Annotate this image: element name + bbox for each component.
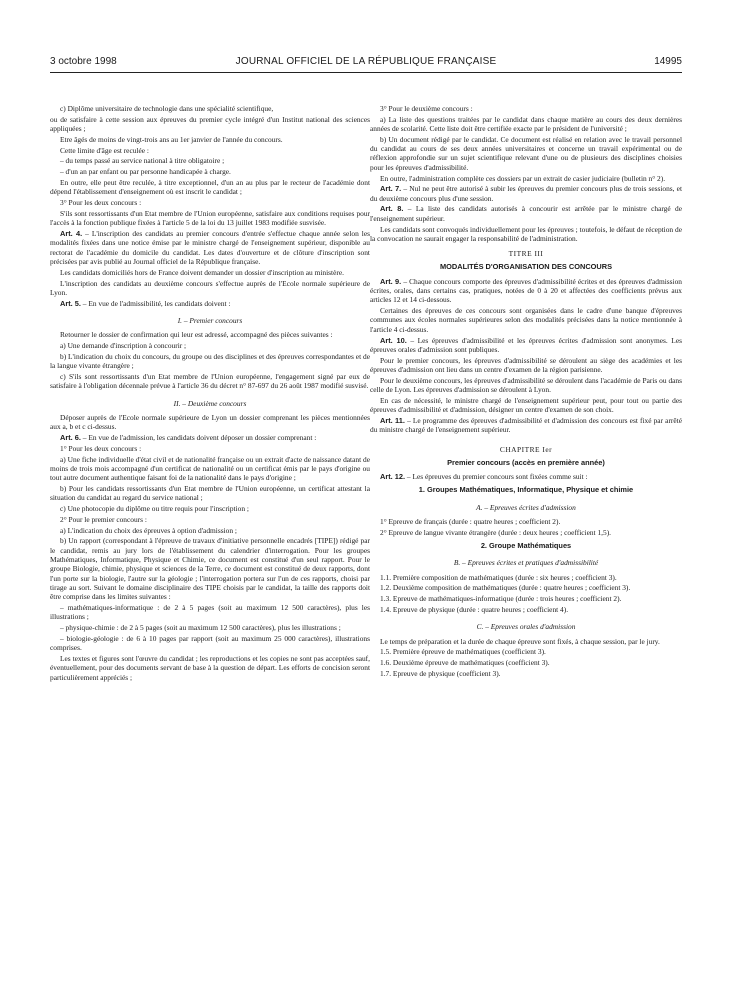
paragraph: – d'un an par enfant ou par personne handicapée à charge. (60, 167, 231, 177)
subsection-heading: A. – Epreuves écrites d'admission (476, 502, 576, 512)
paragraph: Les candidats sont convoqués individuellement pour les épreuves ; toutefois, le défaut de réception de la convocation ne saurait engager la responsabilité de l'administration. (370, 224, 682, 243)
article-7 (370, 184, 682, 203)
paragraph: c) S'ils sont ressortissants d'un Etat membre de l'Union européenne, l'engagement signé par eux de satisfaire à l'obligation décennale prévue à l'article 36 du décret n° 87-697 du 26 août 1987 modifié susvisé. (50, 371, 370, 391)
paragraph: a) L'indication du choix des épreuves à option d'admission ; (60, 525, 237, 535)
article-text: – Chaque concours comporte des épreuves d'admissibilité écrites et des épreuves d'admission écrites, orales, dans certains cas, pratiques, notées de 0 à 20 et affectées des coefficients prévus aux articles 12 et 14 ci-dessous. (370, 276, 683, 305)
right-column (370, 104, 682, 680)
article-text: – Les épreuves d'admissibilité et les épreuves écrites d'admission sont anonymes. Les épreuves orales d'admission sont publiques. (370, 335, 682, 354)
article-label: Art. 7. (380, 184, 402, 194)
paragraph: b) Pour les candidats ressortissants d'un Etat membre de l'Union européenne, un certificat attestant la situation du candidat au regard du service national ; (50, 483, 370, 503)
paragraph: 3° Pour le deuxième concours : (380, 104, 473, 113)
list-item: 1.5. Première épreuve de mathématiques (coefficient 3). (380, 647, 546, 657)
list-item: 1.1. Première composition de mathématiques (durée : six heures ; coefficient 3). (380, 572, 617, 582)
left-column (50, 104, 370, 683)
article-text: – La liste des candidats autorisés à concourir est arrêtée par le ministre chargé de l'enseignement supérieur. (370, 204, 682, 223)
subsection-heading: B. – Epreuves écrites et pratiques d'admissibilité (453, 558, 599, 568)
article-4 (50, 229, 370, 266)
list-item: 1.3. Epreuve de mathématiques-informatique (durée : trois heures ; coefficient 2). (380, 594, 622, 604)
article-11 (370, 416, 682, 435)
article-8 (370, 204, 682, 223)
article-label: Art. 11. (380, 415, 405, 425)
paragraph: Les textes et figures sont l'œuvre du candidat ; les reproductions et les copies ne sont pas acceptées sauf, éventuellement, pour des documents servant de base à la question de départ. Les efforts de concision seront particulièrement appréciés ; (50, 653, 370, 682)
page-header (50, 56, 682, 70)
paragraph: Le temps de préparation et la durée de chaque épreuve sont fixés, à chaque session, par le jury. (380, 636, 660, 646)
paragraph: 2° Pour le premier concours : (60, 514, 147, 524)
header-rule (50, 72, 682, 73)
group-heading: 2. Groupe Mathématiques (480, 541, 572, 551)
paragraph: Pour le premier concours, les épreuves d'admissibilité se déroulent au siège des académies et les épreuves d'admission ont lieu dans un centre d'examen de la région parisienne. (370, 355, 682, 374)
article-label: Art. 4. (60, 229, 83, 239)
list-item: – biologie-géologie : de 6 à 10 pages par rapport (soit au maximum 25 000 caractères), illustrations comprises. (50, 633, 370, 653)
list-item: 2° Epreuve de langue vivante étrangère (durée : deux heures ; coefficient 1,5). (380, 527, 612, 537)
list-item: 1.7. Epreuve de physique (coefficient 3). (380, 669, 501, 679)
titre-heading: TITRE III (508, 249, 544, 259)
paragraph: En outre, elle peut être reculée, à titre exceptionnel, d'un an au plus par le recteur de l'académie dont dépend l'établissement d'enseignement où est inscrit le candidat ; (50, 178, 370, 197)
paragraph: Pour le deuxième concours, les épreuves d'admissibilité se déroulent dans l'académie de Paris ou dans celle de Lyon. Les épreuves d'admission se déroulent à Lyon. (370, 375, 682, 395)
article-text: – En vue de l'admissibilité, les candidats doivent : (80, 298, 231, 308)
article-5 (50, 299, 370, 308)
article-text: – L'inscription des candidats au premier concours d'entrée s'effectue chaque année selon les modalités fixées dans une notice émise par le ministre chargé de l'enseignement supérieur, disponible au rectorat de l'académie du domicile du candidat. Les dates d'ouverture et de clôture d'inscription sont précisées par avis publié au Journal officiel de la République française. (50, 229, 371, 266)
paragraph: Certaines des épreuves de ces concours sont organisées dans le cadre d'une banque d'épreuves communes aux écoles normales supérieures selon des modalités précisées dans la notice mentionnée à l'article 4 ci-dessus. (370, 306, 682, 334)
subsection-heading: C. – Epreuves orales d'admission (476, 622, 576, 632)
paragraph: Retourner le dossier de confirmation qui leur est adressé, accompagné des pièces suivantes : (60, 330, 333, 340)
paragraph: b) L'indication du choix du concours, du groupe ou des disciplines et des épreuves correspondantes et de la langue vivante étrangère ; (50, 351, 370, 371)
article-text: – Les épreuves du premier concours sont fixées comme suit : (405, 472, 588, 482)
article-10 (370, 336, 682, 355)
paragraph: a) La liste des questions traitées par le candidat dans chaque matière au cours des deux dernières années de scolarité. Cette liste doit être certifiée exacte par le président de l'université ; (370, 114, 682, 134)
section-heading: I. – Premier concours (177, 315, 243, 325)
list-item: 1.2. Deuxième composition de mathématiques (durée : quatre heures ; coefficient 3). (380, 583, 631, 593)
paragraph: b) Un document rédigé par le candidat. Ce document est réalisé en relation avec le travail personnel du candidat au cours de ses deux années universitaires et concerne un travail expérimental ou de réflexion approfondie sur un sujet scientifique relevant d'une ou de plusieurs des disciplines choisies pour les épreuves d'admissibilité. (370, 134, 682, 172)
article-9 (370, 277, 682, 305)
article-12 (370, 472, 682, 481)
article-6 (50, 433, 370, 442)
paragraph: b) Un rapport (correspondant à l'épreuve de travaux d'initiative personnelle encadrés [TIPE]) rédigé par le candidat, remis au jury lors de l'établissement du calendrier d'interrogation. Pour les groupes Mathématiques, Informatique, Physique et Chimie, ce document est constitué d'un seul rapport. Pour le groupe Biologie, chimie, physique et sciences de la Terre, ce document est constitué de deux rapports, dont l'un porte sur la biologie, l'autre sur la géologie ; l'interrogation portera sur l'un de ces rapports, choisi par tirage au sort. Suivant le domaine disciplinaire des TIPE choisis par le candidat, la taille des rapports doit être comprise dans les limites suivantes : (50, 536, 370, 602)
chapter-heading: CHAPITRE Ier (499, 444, 553, 454)
paragraph: Déposer auprès de l'Ecole normale supérieure de Lyon un dossier comprenant les pièces mentionnées aux a, b et c ci-dessus. (50, 412, 370, 432)
article-text: – Le programme des épreuves d'admissibilité et d'admission des concours est fixé par arrêté du ministre chargé de l'enseignement supérieur. (370, 415, 682, 435)
paragraph: S'ils sont ressortissants d'un Etat membre de l'Union européenne, satisfaire aux conditions requises pour l'accès à la fonction publique fixées à l'article 5 de la loi du 13 juillet 1983 modifiée susvisée. (50, 208, 370, 228)
paragraph: Les candidats domiciliés hors de France doivent demander un dossier d'inscription au ministère. (60, 267, 344, 277)
article-text: – Nul ne peut être autorisé à subir les épreuves du premier concours plus de trois sessions, et du deuxième concours plus d'une session. (370, 184, 682, 203)
paragraph: c) Une photocopie du diplôme ou titre requis pour l'inscription ; (60, 503, 249, 513)
header-date: 3 octobre 1998 (50, 56, 117, 67)
paragraph: 1° Pour les deux concours : (60, 443, 142, 453)
list-item: 1.4. Epreuve de physique (durée : quatre heures ; coefficient 4). (380, 605, 569, 615)
article-label: Art. 12. (380, 472, 406, 482)
header-journal-title: JOURNAL OFFICIEL DE LA RÉPUBLIQUE FRANÇAISE (235, 56, 497, 67)
list-item: – physique-chimie : de 2 à 5 pages (soit au maximum 12 500 caractères), plus les illustrations ; (60, 623, 341, 633)
header-page-number: 14995 (654, 56, 682, 67)
list-item: 1.6. Deuxième épreuve de mathématiques (coefficient 3). (380, 658, 550, 668)
article-label: Art. 8. (380, 204, 404, 214)
paragraph: a) Une fiche individuelle d'état civil et de nationalité française ou un extrait d'acte de naissance datant de moins de trois mois accompagné d'un certificat de nationalité ou un certificat émis par le pays d'origine ou tout autre document authentique faisant foi de la nationalité dans le pays d'origine ; (50, 454, 370, 483)
chapter-subheading: Premier concours (accès en première année) (447, 457, 605, 467)
paragraph: En outre, l'administration complète ces dossiers par un extrait de casier judiciaire (bulletin n° 2). (380, 173, 666, 183)
paragraph: c) Diplôme universitaire de technologie dans une spécialité scientifique, (60, 104, 274, 113)
article-label: Art. 10. (380, 335, 407, 345)
paragraph: – du temps passé au service national à titre obligatoire ; (60, 156, 225, 166)
list-item: 1° Epreuve de français (durée : quatre heures ; coefficient 2). (380, 516, 561, 526)
paragraph: ou de satisfaire à cette session aux épreuves du premier cycle intégré d'un Institut national des sciences appliquées ; (50, 114, 370, 134)
titre-subheading: MODALITÉS D'ORGANISATION DES CONCOURS (439, 262, 613, 272)
paragraph: Etre âgés de moins de vingt-trois ans au 1er janvier de l'année du concours. (60, 134, 283, 144)
article-text: – En vue de l'admission, les candidats doivent déposer un dossier comprenant : (80, 432, 317, 442)
paragraph: En cas de nécessité, le ministre chargé de l'enseignement supérieur peut, pour tout ou partie des épreuves d'admissibilité et d'admission, désigner un centre d'examen de son choix. (370, 395, 682, 415)
section-heading: II. – Deuxième concours (173, 398, 247, 408)
group-heading: 1. Groupes Mathématiques, Informatique, Physique et chimie (418, 485, 634, 495)
paragraph: 3° Pour les deux concours : (60, 198, 142, 208)
paragraph: a) Une demande d'inscription à concourir ; (60, 341, 187, 351)
article-label: Art. 6. (60, 432, 81, 442)
paragraph: Cette limite d'âge est reculée : (60, 145, 149, 155)
paragraph: L'inscription des candidats au deuxième concours s'effectue auprès de l'Ecole normale supérieure de Lyon. (50, 278, 370, 297)
article-label: Art. 5. (60, 298, 81, 308)
article-label: Art. 9. (380, 276, 402, 286)
list-item: – mathématiques-informatique : de 2 à 5 pages (soit au maximum 12 500 caractères), plus les illustrations ; (50, 602, 370, 622)
